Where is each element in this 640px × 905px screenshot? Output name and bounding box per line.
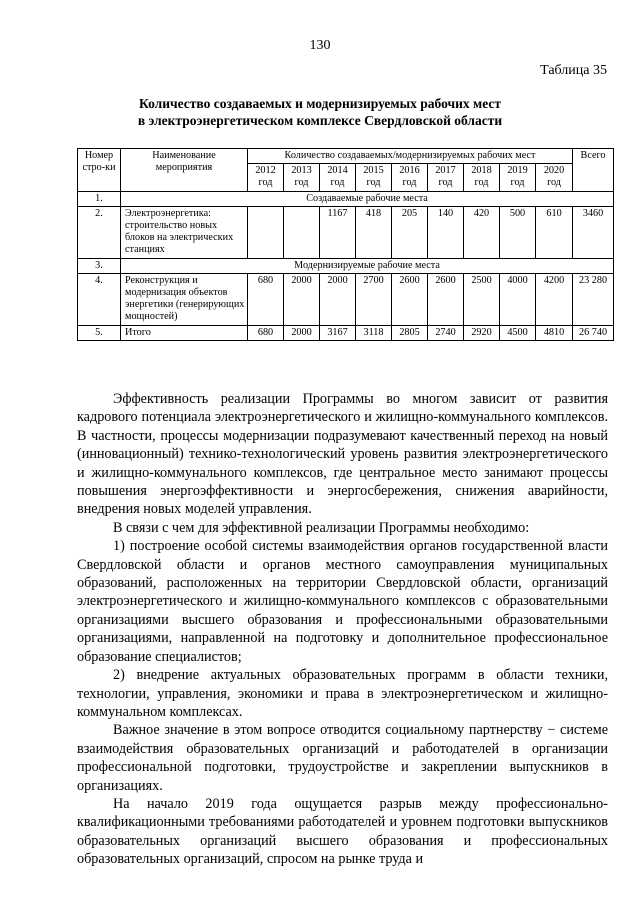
table-label: Таблица 35: [540, 63, 607, 78]
table-cell: 4200: [536, 273, 573, 325]
paragraph: Эффективность реализации Программы во многом зависит от развития кадрового потенциала электроэнергетического и жилищно-коммунального комплексов. В частности, процессы модернизации подразумевают качественный переход на новый (инновационный) технико-технологический уровень развития электроэнергетического и жилищно-коммунального комплексов, где центральное место занимают процессы повышения энергоэффективности и энергосбережения, снижения аварийности, внедрения новых моделей управления.: [77, 391, 608, 518]
table-cell: 610: [536, 206, 573, 258]
table-cell: 680: [248, 325, 284, 340]
header-year: 2015 год: [356, 164, 392, 191]
header-row-number: Номер стро-ки: [78, 149, 121, 192]
table-cell: 4500: [500, 325, 536, 340]
paragraph: 1) построение особой системы взаимодействия органов государственной власти Свердловской области и органов местного самоуправления муниципальных образований, расположенных на территории Свердловской области, организаций электроэнергетического и жилищно-коммунального комплексов с образовательными организациями высшего образования и профессиональными образовательными организациями, направленной на подготовку и дополнительное профессиональное образование специалистов;: [77, 538, 608, 665]
table-cell: [284, 206, 320, 258]
header-year: 2018 год: [464, 164, 500, 191]
table-row: [78, 206, 614, 258]
paragraph: На начало 2019 года ощущается разрыв между профессионально-квалификационными требованиями работодателей и уровнем подготовки выпускников образовательных организаций высшего образования и профессиональных образовательных организаций, спросом на рынке труда и: [77, 795, 608, 868]
table-cell: 2920: [464, 325, 500, 340]
title-line-2: в электроэнергетическом комплексе Свердловской области: [137, 113, 503, 128]
body-text: [77, 390, 608, 869]
header-year: 2020 год: [536, 164, 573, 191]
row-name: Итого: [121, 325, 248, 340]
row-total: 26 740: [573, 325, 614, 340]
workplaces-table: [77, 148, 614, 341]
paragraph: 2) внедрение актуальных образовательных программ в области техники, технологии, управления, экономики и права в электроэнергетическом и жилищно-коммунальном комплексах.: [77, 667, 608, 720]
table-cell: 1167: [320, 206, 356, 258]
table-row: [78, 273, 614, 325]
table-cell: 2000: [284, 273, 320, 325]
table-cell: 500: [500, 206, 536, 258]
section-label: Создаваемые рабочие места: [121, 191, 614, 206]
paragraph: Важное значение в этом вопросе отводится социальному партнерству − системе взаимодействия образовательных организаций и работодателей в организации профессиональной подготовки, трудоустройстве и закреплении выпускников в организациях.: [77, 722, 608, 794]
table-section-row: [78, 191, 614, 206]
table-cell: 2500: [464, 273, 500, 325]
table-cell: 2600: [428, 273, 464, 325]
row-number: 3.: [78, 258, 121, 273]
table-header-row-1: [78, 149, 614, 164]
table-cell: 2700: [356, 273, 392, 325]
page-number: 130: [309, 38, 331, 53]
table-cell: 3167: [320, 325, 356, 340]
table-row-total: [78, 325, 614, 340]
row-total: 3460: [573, 206, 614, 258]
header-group: Количество создаваемых/модернизируемых рабочих мест: [248, 149, 573, 164]
header-year: 2014 год: [320, 164, 356, 191]
table-cell: [248, 206, 284, 258]
header-year: 2019 год: [500, 164, 536, 191]
header-total: Всего: [573, 149, 614, 192]
table-cell: 418: [356, 206, 392, 258]
paragraph: В связи с чем для эффективной реализации Программы необходимо:: [113, 519, 530, 536]
table-cell: 140: [428, 206, 464, 258]
table-cell: 205: [392, 206, 428, 258]
table-cell: 2805: [392, 325, 428, 340]
table-cell: 2600: [392, 273, 428, 325]
table-cell: 3118: [356, 325, 392, 340]
table-cell: 2000: [284, 325, 320, 340]
row-number: 4.: [78, 273, 121, 325]
header-year: 2012 год: [248, 164, 284, 191]
row-name: Реконструкция и модернизация объектов энергетики (генерирующих мощностей): [121, 273, 248, 325]
table-cell: 2740: [428, 325, 464, 340]
header-year: 2017 год: [428, 164, 464, 191]
table-title: [80, 95, 560, 129]
table-cell: 2000: [320, 273, 356, 325]
section-label: Модернизируемые рабочие места: [121, 258, 614, 273]
header-name: Наименование мероприятия: [121, 149, 248, 192]
row-number: 5.: [78, 325, 121, 340]
row-number: 2.: [78, 206, 121, 258]
title-line-1: Количество создаваемых и модернизируемых рабочих мест: [138, 96, 501, 111]
row-number: 1.: [78, 191, 121, 206]
row-name: Электроэнергетика: строительство новых блоков на электрических станциях: [121, 206, 248, 258]
header-year: 2016 год: [392, 164, 428, 191]
table-section-row: [78, 258, 614, 273]
table-cell: 680: [248, 273, 284, 325]
table-cell: 4000: [500, 273, 536, 325]
table-cell: 420: [464, 206, 500, 258]
table-cell: 4810: [536, 325, 573, 340]
row-total: 23 280: [573, 273, 614, 325]
header-year: 2013 год: [284, 164, 320, 191]
